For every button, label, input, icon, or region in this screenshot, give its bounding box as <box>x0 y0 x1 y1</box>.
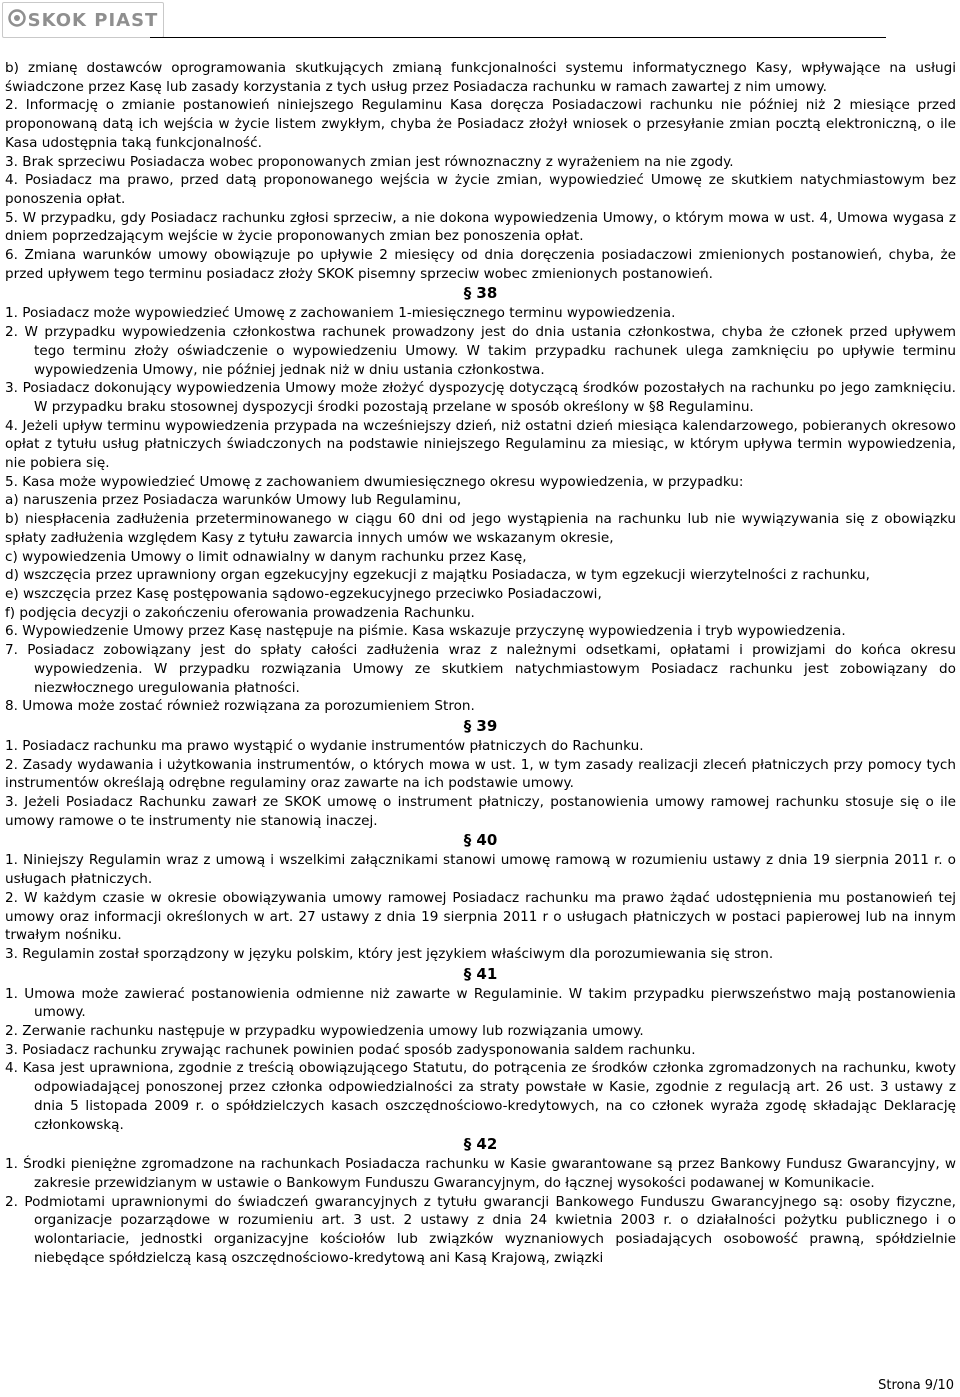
paragraph: 6. Wypowiedzenie Umowy przez Kasę następuje na piśmie. Kasa wskazuje przyczynę wypowiedzenia i tryb wypowiedzenia. <box>5 623 846 640</box>
list-item: d) wszczęcia przez uprawniony organ egzekucyjny egzekucji z majątku Posiadacza, w tym egzekucji wierzytelności z rachunku, <box>5 567 870 584</box>
section-heading: § 38 <box>463 284 498 303</box>
paragraph: 1. Posiadacz rachunku ma prawo wystąpić o wydanie instrumentów płatniczych do Rachunku. <box>5 737 644 754</box>
paragraph: 4. Kasa jest uprawniona, zgodnie z treścią obowiązującego Statutu, do potrącenia ze środków członka zgromadzonych na rachunku, kwoty odpowiadającej ponoszonej przez członka odpowiedzialności za straty powstałe w Kasie, zgodnie z regulacją art. 26 ust. 3 ustawy z dnia 5 listopada 2009 r. o spółdzielczych kasach oszczędnościowo-kredytowych, na co członek wyraża zgodę składając Deklarację członkowską. <box>5 1060 956 1133</box>
paragraph: 2. Zasady wydawania i użytkowania instrumentów, o których mowa w ust. 1, w tym zasady realizacji zleceń płatniczych przy pomocy tych instrumentów określają odrębne regulaminy oraz zawarte na ich podstawie umowy. <box>5 756 956 792</box>
paragraph: 4. Posiadacz ma prawo, przed datą proponowanego wejścia w życie zmian, wypowiedzieć Umowę ze skutkiem natychmiastowym bez ponoszenia opłat. <box>5 172 956 207</box>
paragraph: 7. Posiadacz zobowiązany jest do spłaty całości zadłużenia wraz z należnymi odsetkami, opłatami i prowizjami do końca okresu wypowiedzenia. W przypadku rozwiązania Umowy ze skutkiem natychmiastowym Posiadacz rachunku jest zobowiązany do niezwłocznego uregulowania płatności. <box>5 642 956 696</box>
paragraph: 2. W każdym czasie w okresie obowiązywania umowy ramowej Posiadacz rachunku ma prawo żądać udostępnienia mu postanowień tej umowy oraz informacji określonych w art. 27 ustawy z dnia 19 sierpnia 2011 r o usługach płatniczych w postaci papierowej lub na innym trwałym nośniku. <box>5 889 956 944</box>
paragraph: 6. Zmiana warunków umowy obowiązuje po upływie 2 miesięcy od dnia doręczenia posiadaczowi zmienionych postanowień, chyba, że przed upływem tego terminu posiadacz złoży SKOK pisemny sprzeciw wobec zmienionych postanowień. <box>5 247 956 282</box>
list-item: a) naruszenia przez Posiadacza warunków Umowy lub Regulaminu, <box>5 492 462 509</box>
header-rule <box>150 37 886 38</box>
paragraph: 1. Umowa może zawierać postanowienia odmienne niż zawarte w Regulaminie. W takim przypadku pierwszeństwo mają postanowienia umowy. <box>5 985 956 1021</box>
paragraph: 8. Umowa może zostać również rozwiązana za porozumieniem Stron. <box>5 698 475 715</box>
page-number: Strona 9/10 <box>878 1378 954 1393</box>
list-item: b) niespłacenia zadłużenia przeterminowanego w ciągu 60 dni od jego wystąpienia na rachunku lub nie wywiązywania się z obowiązku spłaty zadłużenia względem Kasy z tytułu zawarcia innych umów we wskazanym okresie, <box>5 511 956 546</box>
paragraph: 3. Regulamin został sporządzony w języku polskim, który jest językiem właściwym dla porozumiewania się stron. <box>5 945 774 962</box>
paragraph: 2. Zerwanie rachunku następuje w przypadku wypowiedzenia umowy lub rozwiązania umowy. <box>5 1023 644 1040</box>
skok-circle-logo-icon <box>8 9 26 31</box>
paragraph: 5. Kasa może wypowiedzieć Umowę z zachowaniem dwumiesięcznego okresu wypowiedzenia, w przypadku: <box>5 473 744 490</box>
paragraph: 1. Posiadacz może wypowiedzieć Umowę z zachowaniem 1-miesięcznego terminu wypowiedzenia. <box>5 305 676 322</box>
document-body <box>5 59 956 1267</box>
paragraph: 2. W przypadku wypowiedzenia członkostwa rachunek prowadzony jest do dnia ustania członkostwa, chyba że członek przed upływem tego terminu złoży oświadczenie o wypowiedzeniu Umowy. W takim przypadku rachunek ulega zamknięciu po upływie terminu wypowiedzenia Umowy, nie później jednak niż w dniu ustania członkostwa. <box>5 324 956 378</box>
logo-text: SKOK PIAST <box>27 9 159 31</box>
paragraph: 3. Posiadacz dokonujący wypowiedzenia Umowy może złożyć dyspozycję dotyczącą środków pozostałych na rachunku po jego zamknięciu. W przypadku braku stosownej dyspozycji środki pozostają przelane w sposób określony w §8 Regulaminu. <box>5 380 956 415</box>
section-heading: § 42 <box>463 1135 498 1154</box>
paragraph: 1. Środki pieniężne zgromadzone na rachunkach Posiadacza rachunku w Kasie gwarantowane są przez Bankowy Fundusz Gwarancyjny, w zakresie przewidzianym w ustawie o Bankowym Funduszu Gwarancyjnym, do łącznej wysokości podawanej w Komunikacie. <box>5 1156 956 1191</box>
section-heading: § 39 <box>463 716 498 735</box>
list-item: e) wszczęcia przez Kasę postępowania sądowo-egzekucyjnego przeciwko Posiadaczowi, <box>5 585 602 602</box>
list-item: c) wypowiedzenia Umowy o limit odnawialny w danym rachunku przez Kasę, <box>5 548 527 565</box>
paragraph: 3. Brak sprzeciwu Posiadacza wobec proponowanych zmian jest równoznaczny z wyrażeniem na nie zgody. <box>5 153 734 170</box>
paragraph: 5. W przypadku, gdy Posiadacz rachunku zgłosi sprzeciw, a nie dokona wypowiedzenia Umowy, o którym mowa w ust. 4, Umowa wygasa z dniem poprzedzającym wejście w życie proponowanych zmian bez ponoszenia opłat. <box>5 209 956 245</box>
list-item: f) podjęcia decyzji o zakończeniu oferowania prowadzenia Rachunku. <box>5 604 475 621</box>
paragraph: 3. Jeżeli Posiadacz Rachunku zawarł ze SKOK umowę o instrument płatniczy, postanowienia umowy ramowej rachunku stosuje się o ile umowy ramowe o te instrumenty nie stanowią inaczej. <box>5 794 956 829</box>
paragraph: b) zmianę dostawców oprogramowania skutkujących zmianą funkcjonalności systemu informatycznego Kasy, wpływające na usługi świadczone przez Kasę lub zasady korzystania z tych usług przez Posiadacza rachunku w ramach zawartej z nim umowy. <box>5 60 956 95</box>
section-heading: § 40 <box>463 831 498 850</box>
logo <box>2 2 164 38</box>
paragraph: 2. Informację o zmianie postanowień niniejszego Regulaminu Kasa doręcza Posiadaczowi rachunku nie później niż 2 miesiące przed proponowaną datą ich wejścia w życie listem zwykłym, chyba że Posiadacz złożył wniosek o przesyłanie zmian pocztą elektroniczną, o ile Kasa udostępnia taką funkcjonalność. <box>5 97 956 151</box>
paragraph: 3. Posiadacz rachunku zrywając rachunek powinien podać sposób zadysponowania saldem rachunku. <box>5 1041 696 1058</box>
paragraph: 4. Jeżeli upływ terminu wypowiedzenia przypada na wcześniejszy dzień, niż ostatni dzień miesiąca kalendarzowego, pobieranych okresowo opłat z tytułu usług płatniczych świadczonych na podstawie niniejszego Regulaminu za miesiąc, w którym upływa termin wypowiedzenia, nie pobiera się. <box>5 417 956 472</box>
paragraph: 1. Niniejszy Regulamin wraz z umową i wszelkimi załącznikami stanowi umowę ramową w rozumieniu ustawy z dnia 19 sierpnia 2011 r. o usługach płatniczych. <box>5 852 956 888</box>
paragraph: 2. Podmiotami uprawnionymi do świadczeń gwarancyjnych z tytułu gwarancji Bankowego Funduszu Gwarancyjnego są: osoby fizyczne, organizacje pozarządowe w rozumieniu art. 3 ust. 2 ustawy z dnia 24 kwietnia 2003 r. o działalności pożytku publicznego i o wolontariacie, jednostki organizacyjne kościołów lub związków wyznaniowych posiadających osobowość prawną, spółdzielnie niebędące spółdzielczą kasą oszczędnościowo-kredytową ani Kasą Krajową, związki <box>5 1193 956 1266</box>
section-heading: § 41 <box>463 964 498 983</box>
